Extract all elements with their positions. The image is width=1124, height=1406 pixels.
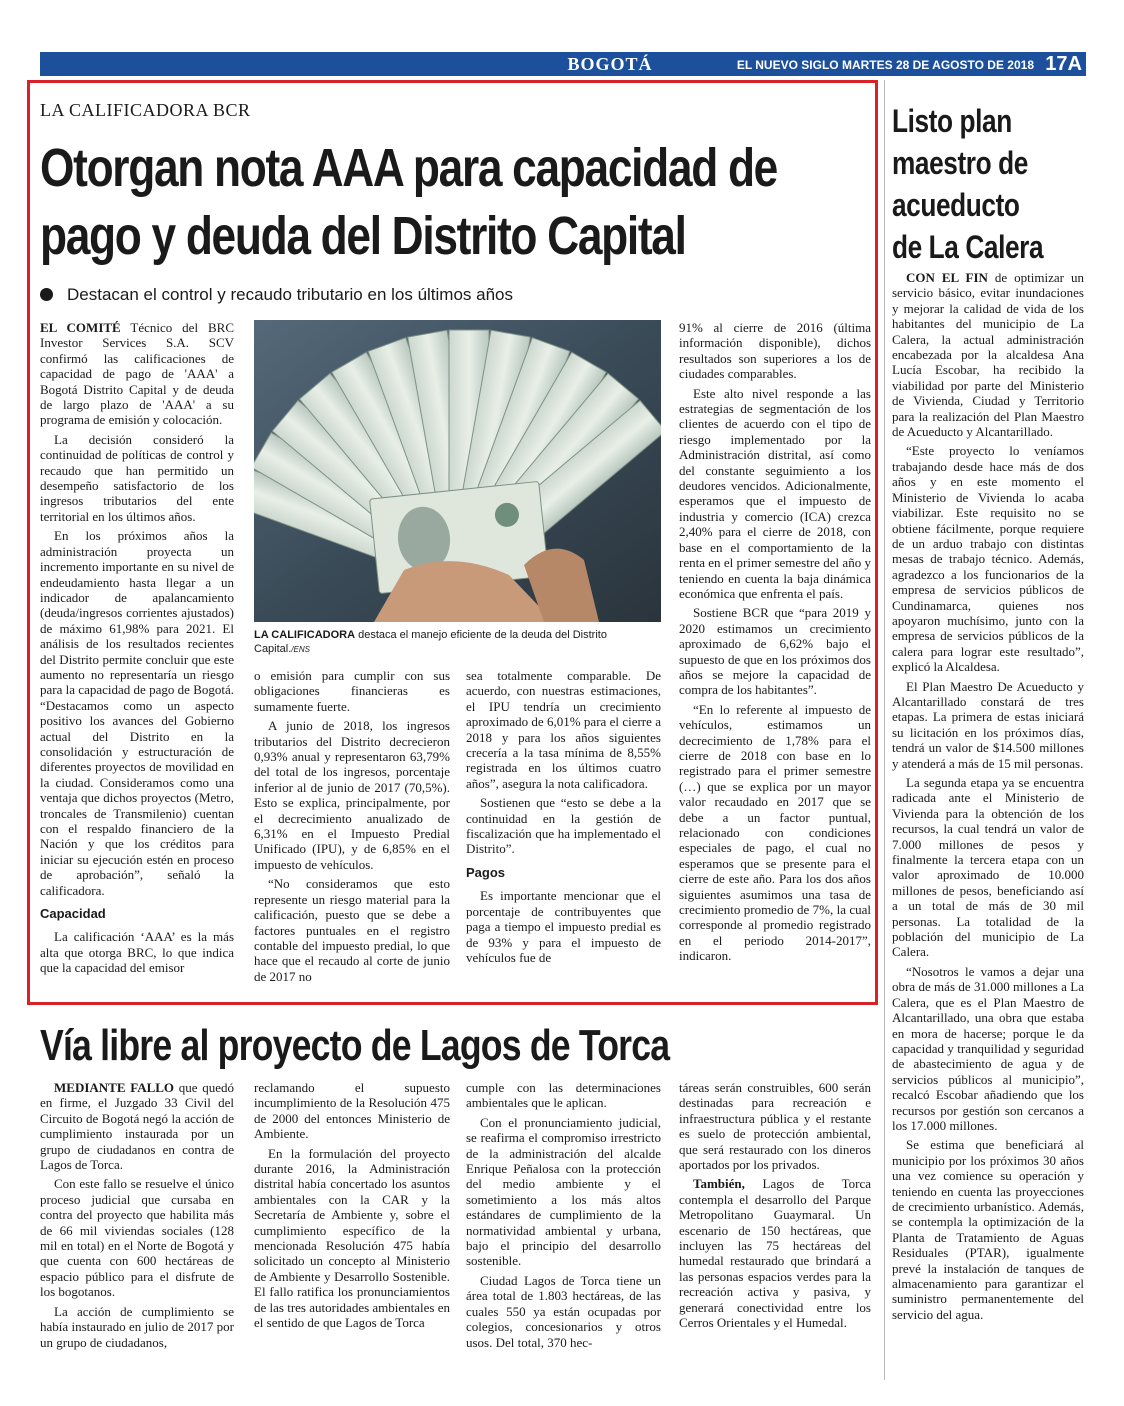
article-column-3	[466, 668, 661, 969]
deck-text: Destacan el control y recaudo tributario en los últimos años	[67, 285, 514, 304]
paragraph: EL COMITÉ Técnico del BRC Investor Services S.A. SCV confirmó las calificaciones de capacidad de pago de 'AAA' a Bogotá Distrito Capital y de deuda de largo plazo de 'AAA' a su programa de emisión y colocación.	[40, 320, 234, 428]
paragraph: CON EL FIN de optimizar un servicio básico, evitar inundaciones y mejorar la calidad de vida de los habitantes del municipio de La Calera, la actual administración encabezada por la alcaldesa Ana Lucía Escobar, ha recibido la viabilidad por parte del Ministerio de Vivienda, Ciudad y Territorio para la realización del Plan Maestro de Acueducto y Alcantarillado.	[892, 270, 1084, 440]
article-column-2	[254, 668, 450, 988]
paragraph: cumple con las determinaciones ambientales que le aplican.	[466, 1080, 661, 1111]
sidebar-headline: Listo plan maestro de acueducto de La Calera	[892, 103, 1044, 265]
article-deck	[40, 285, 513, 305]
paragraph: Sostiene BCR que “para 2019 y 2020 estimamos un crecimiento aproximado de 6,62% bajo el supuesto de que en los próximos dos años se mejore la capacidad de compra de los habitantes”.	[679, 605, 871, 698]
dollar-bills-fan-image	[254, 320, 661, 622]
paragraph: táreas serán construibles, 600 serán destinadas para recreación e infraestructura pública y el restante es suelo de protección ambiental, que será restaurado con los dineros aportados por los privados.	[679, 1080, 871, 1173]
paragraph: “Este proyecto lo veníamos trabajando desde hace más de dos años y en este momento el Ministerio de Vivienda lo acaba viabilizar. Este requisito no se obtiene fácilmente, porque requiere de un arduo trabajo con distintas mesas de trabajo técnico. Además, agradezco a los funcionarios de la empresa de servicios públicos de Cundinamarca, quienes nos apoyaron muchísimo, junto con la empresa de servicios públicos de la calera para lograr este resultado”, explicó la Alcaldesa.	[892, 443, 1084, 675]
lead-in: CON EL FIN	[906, 270, 988, 285]
paragraph: “No consideramos que esto represente un riesgo material para la calificación, puesto que se debe a factores puntuales en el registro contable del impuesto predial, lo que hace que el recaudo al corte de junio de 2017 no	[254, 876, 450, 984]
paragraph: En los próximos años la administración proyecta un incremento importante en su nivel de endeudamiento hasta llegar a un indicador de apalancamiento (deuda/ingresos corrientes ajustados) de máximo 61,98% para 2021. El análisis de los resultados recientes del Distrito permite concluir que este aumento no representaría un riesgo para la capacidad de pago de Bogotá. “Destacamos como un aspecto positivo los avances del Gobierno actual del Distrito en la consolidación y estructuración de diferentes proyectos de movilidad en la ciudad. Consideramos como una ventaja que dichos proyectos (Metro, troncales de Transmilenio) cuentan con el respaldo financiero de la Nación y que los créditos para iniciar su ejecución estén en proceso de aprobación”, señaló la calificadora.	[40, 528, 234, 898]
paragraph: reclamando el supuesto incumplimiento de la Resolución 475 de 2000 del entonces Ministerio de Ambiente.	[254, 1080, 450, 1142]
paragraph: sea totalmente comparable. De acuerdo, con nuestras estimaciones, el IPU tendría un crecimiento aproximado de 6,01% para el cierre a 2018 y para los años siguientes crecería a la tasa mínima de 8,55% registrada en los últimos cuatro años”, asegura la nota calificadora.	[466, 668, 661, 791]
paragraph: “En lo referente al impuesto de vehículos, estimamos un decrecimiento de 1,78% para el cierre de 2018 con base en lo registrado para el primer semestre (…) que se explica por un mayor valor recaudado en 2017 que se debe a un factor puntual, relacionado con condiciones especiales de pago, el cual no esperamos que se presente para el cierre de este año. Para los dos años siguientes asumimos una tasa de crecimiento promedio de 7%, la cual corresponde al promedio registrado en el periodo 2014-2017”, indicaron.	[679, 701, 871, 964]
caption-lead: LA CALIFICADORA	[254, 629, 356, 641]
photo-caption: LA CALIFICADORA destaca el manejo eficiente de la deuda del Distrito Capital./ENS	[254, 629, 607, 655]
paragraph: La acción de cumplimiento se había instaurado en julio de 2017 por un grupo de ciudadanos,	[40, 1303, 234, 1350]
paragraph: El Plan Maestro De Acueducto y Alcantarillado constará de tres etapas. La primera de estas iniciará su licitación en los próximos días, tendrá un valor de $14.500 millones y atenderá a más de 15 mil personas.	[892, 678, 1084, 771]
paragraph: 91% al cierre de 2016 (última información disponible), dichos resultados son superiores a los de ciudades comparables.	[679, 320, 871, 382]
article-kicker: LA CALIFICADORA BCR	[40, 100, 251, 120]
second-column-1	[40, 1080, 234, 1354]
page-number: 17A	[1045, 53, 1082, 75]
paragraph: Ciudad Lagos de Torca tiene un área total de 1.803 hectáreas, de las cuales 550 ya están ocupadas por colegios, concesionarios y otros usos. Del total, 370 hec-	[466, 1272, 661, 1350]
paragraph: La segunda etapa ya se encuentra radicada ante el Ministerio de Vivienda para la obtención de los recursos, la cual tendrá un valor de 7.000 millones de pesos y finalmente la tercera etapa con un valor aproximado de 10.000 millones de pesos, beneficiando así a un total de más de 30 mil personas. La totalidad de la población del municipio de La Calera.	[892, 775, 1084, 960]
paragraph: La calificación ‘AAA’ es la más alta que otorga BRC, lo que indica que la capacidad del emisor	[40, 929, 234, 976]
column-divider	[884, 80, 885, 1380]
paragraph: Sostienen que “esto se debe a la continuidad en la gestión de fiscalización que ha implementado el Distrito”.	[466, 795, 661, 857]
paragraph: Se estima que beneficiará al municipio por los próximos 30 años una vez comience su operación y teniendo en cuenta las proyecciones de crecimiento urbanístico. Además, se contempla la optimización de la Planta de Tratamiento de Aguas Residuales (PTAR), igualmente prevé la instalación de tanques de almacenamiento para garantizar el suministro permanentemente del servicio del agua.	[892, 1137, 1084, 1322]
paragraph: Con este fallo se resuelve el único proceso judicial que cursaba en contra del proyecto que habilita más de 66 mil viviendas sociales (128 mil en total) en el Norte de Bogotá y que cuenta con 600 hectáreas de espacio público para el disfrute de los bogotanos.	[40, 1176, 234, 1300]
money-fan-photo	[254, 320, 661, 622]
paragraph: Con el pronunciamiento judicial, se reafirma el compromiso irrestricto de la administración del alcalde Enrique Peñalosa con la protección del medio ambiente y el sometimiento a los más altos estándares de cumplimiento de la normatividad ambiental y urbana, bajo el principio del desarrollo sostenible.	[466, 1114, 661, 1269]
article-column-1	[40, 320, 234, 980]
paragraph: A junio de 2018, los ingresos tributarios del Distrito decrecieron 0,93% anual y representaron 63,79% del total de los ingresos, porcentaje inferior al de junio de 2017 (70,5%). Esto se explica, principalmente, por el decrecimiento anualizado de 6,31% en el Impuesto Predial Unificado (IPU), y de 6,85% en el impuesto de vehículos.	[254, 718, 450, 872]
paragraph: La decisión consideró la continuidad de políticas de control y recaudo que han permitido un desempeño satisfactorio de los ingresos tributarios del ente territorial en los últimos años.	[40, 431, 234, 524]
paragraph: MEDIANTE FALLO que quedó en firme, el Juzgado 33 Civil del Circuito de Bogotá negó la acción de cumplimiento instaurada por un grupo de ciudadanos en contra de Lagos de Torca.	[40, 1080, 235, 1173]
paragraph: Es importante mencionar que el porcentaje de contribuyentes que paga a tiempo el impuesto predial es de 93% y para el impuesto de vehículos fue de	[466, 888, 661, 965]
photo-credit: /ENS	[291, 645, 310, 654]
section-header-bar	[40, 52, 1086, 76]
paragraph: Este alto nivel responde a las estrategias de segmentación de los clientes de acuerdo con el tipo de riesgo implementado por la Administración distrital, así como del constante seguimiento a los deudores vencidos. Adicionalmente, esperamos que el impuesto de industria y comercio (ICA) crezca 2,40% para el cierre de 2018, con base en el comportamiento de la renta en el primer semestre del año y teniendo en cuenta la baja dinámica económica que enfrenta el país.	[679, 385, 871, 601]
second-column-4	[679, 1080, 871, 1335]
subheading: Pagos	[466, 864, 506, 880]
second-column-2	[254, 1080, 450, 1335]
paragraph: En la formulación del proyecto durante 2016, la Administración distrital había concertado los asuntos ambientales con la CAR y la Secretaría de Ambiente y, sobre el cumplimiento específico de la mencionada Resolución 475 había solicitado un concepto al Ministerio de Ambiente y Desarrollo Sostenible. El fallo ratifica los pronunciamientos de las tres autoridades ambientales en el sentido de que Lagos de Torca	[254, 1145, 451, 1331]
paragraph: “Nosotros le vamos a dejar una obra de más de 31.000 millones a La Calera, que es el Plan Maestro de Alcantarillado, una obra que estaba en mora de hacerse; porque le da capacidad y tranquilidad y seguridad de abastecimiento de agua y de servicios públicos al municipio”, recalcó Escobar añadiendo que los recursos por gestión son cercanos a los 17.000 millones.	[892, 963, 1084, 1133]
section-name: BOGOTÁ	[567, 54, 653, 74]
lead-in: También,	[693, 1176, 745, 1192]
lead-in: MEDIANTE FALLO	[54, 1080, 175, 1095]
lead-in: EL COMITÉ	[40, 320, 121, 335]
article-column-4	[679, 320, 871, 968]
paragraph: También, Lagos de Torca contempla el desarrollo del Parque Metropolitano Guaymaral. Un escenario de 150 hectáreas, que incluyen las 75 hectáreas del humedal restaurado que brindará a las personas espacios verdes para la recreación activa y pasiva, y generará conectividad entre los Cerros Orientales y el Humedal.	[679, 1176, 871, 1331]
bullet-icon	[40, 288, 53, 301]
publication-dateline: EL NUEVO SIGLO MARTES 28 DE AGOSTO DE 2018	[736, 58, 1034, 72]
subheading: Capacidad	[40, 906, 106, 922]
sidebar-article-body	[892, 270, 1084, 1326]
article-headline: Otorgan nota AAA para capacidad de pago y deuda del Distrito Capital	[40, 138, 778, 266]
second-article-headline: Vía libre al proyecto de Lagos de Torca	[40, 1021, 670, 1070]
second-column-3	[466, 1080, 661, 1354]
paragraph: o emisión para cumplir con sus obligaciones financieras es sumamente fuerte.	[254, 668, 450, 714]
